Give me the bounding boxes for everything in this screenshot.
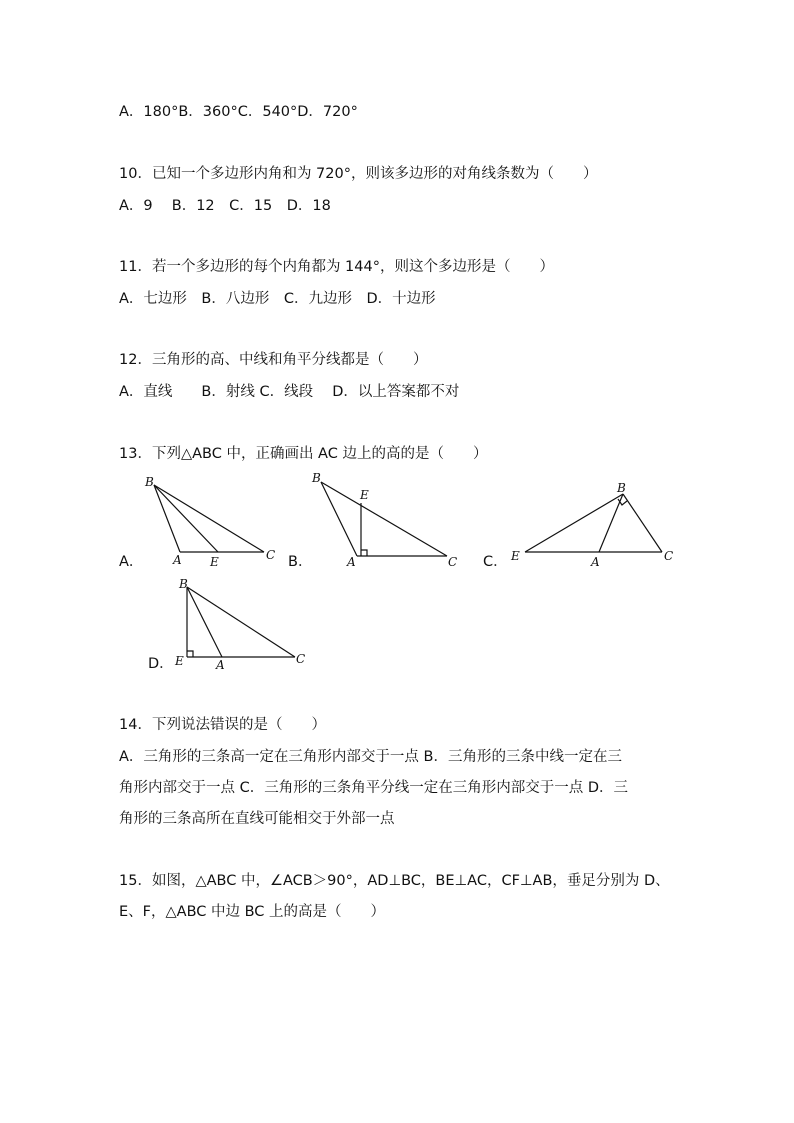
q13-figure-d [170, 573, 320, 673]
q14-line3: 角形的三条高所在直线可能相交于外部一点 [119, 811, 395, 827]
q13b-point-c: C [448, 555, 458, 569]
q10-options: A．9 B．12 C．15 D．18 [119, 198, 331, 214]
q14-stem: 14．下列说法错误的是（ ） [119, 717, 326, 733]
q13b-point-b: B [312, 471, 321, 485]
q12-stem: 12．三角形的高、中线和角平分线都是（ ） [119, 352, 428, 368]
q13d-point-b: B [179, 577, 188, 591]
q13-figure-a [140, 470, 290, 575]
q13c-point-c: C [664, 549, 674, 563]
q13-figure-b [305, 468, 465, 573]
q14-line1: A．三角形的三条高一定在三角形内部交于一点 B．三角形的三条中线一定在三 [119, 749, 622, 765]
q13d-point-a: A [216, 658, 225, 672]
q13a-point-b: B [145, 475, 154, 489]
q13-option-c-label: C． [483, 554, 508, 570]
q13-option-a-label: A． [119, 554, 144, 570]
q11-options: A．七边形 B．八边形 C．九边形 D．十边形 [119, 291, 436, 307]
q13d-point-e: E [175, 654, 184, 668]
q13-figure-c [505, 478, 685, 573]
q13c-point-a: A [591, 555, 600, 569]
q14-line2: 角形内部交于一点 C．三角形的三条角平分线一定在三角形内部交于一点 D．三 [119, 780, 629, 796]
q13-stem: 13．下列△ABC 中，正确画出 AC 边上的高的是（ ） [119, 446, 488, 462]
q9-options: A．180°B．360°C．540°D．720° [119, 104, 358, 120]
q13b-point-a: A [347, 555, 356, 569]
q13-option-b-label: B． [288, 554, 313, 570]
q11-stem: 11．若一个多边形的每个内角都为 144°，则这个多边形是（ ） [119, 259, 554, 275]
q10-stem: 10．已知一个多边形内角和为 720°，则该多边形的对角线条数为（ ） [119, 166, 598, 182]
q13-option-d-label: D． [148, 656, 174, 672]
q13a-point-a: A [173, 553, 182, 567]
q13a-point-c: C [266, 548, 276, 562]
q15-line2: E、F，△ABC 中边 BC 上的高是（ ） [119, 904, 386, 920]
q13c-point-b: B [617, 481, 626, 495]
q13b-point-e: E [360, 488, 369, 502]
q15-line1: 15．如图，△ABC 中，∠ACB＞90°，AD⊥BC，BE⊥AC，CF⊥AB，垂足分别为 D、 [119, 873, 670, 889]
q13d-point-c: C [296, 652, 306, 666]
q13c-point-e: E [511, 549, 520, 563]
q12-options: A．直线 B．射线 C．线段 D．以上答案都不对 [119, 384, 460, 400]
q13a-point-e: E [210, 555, 219, 569]
